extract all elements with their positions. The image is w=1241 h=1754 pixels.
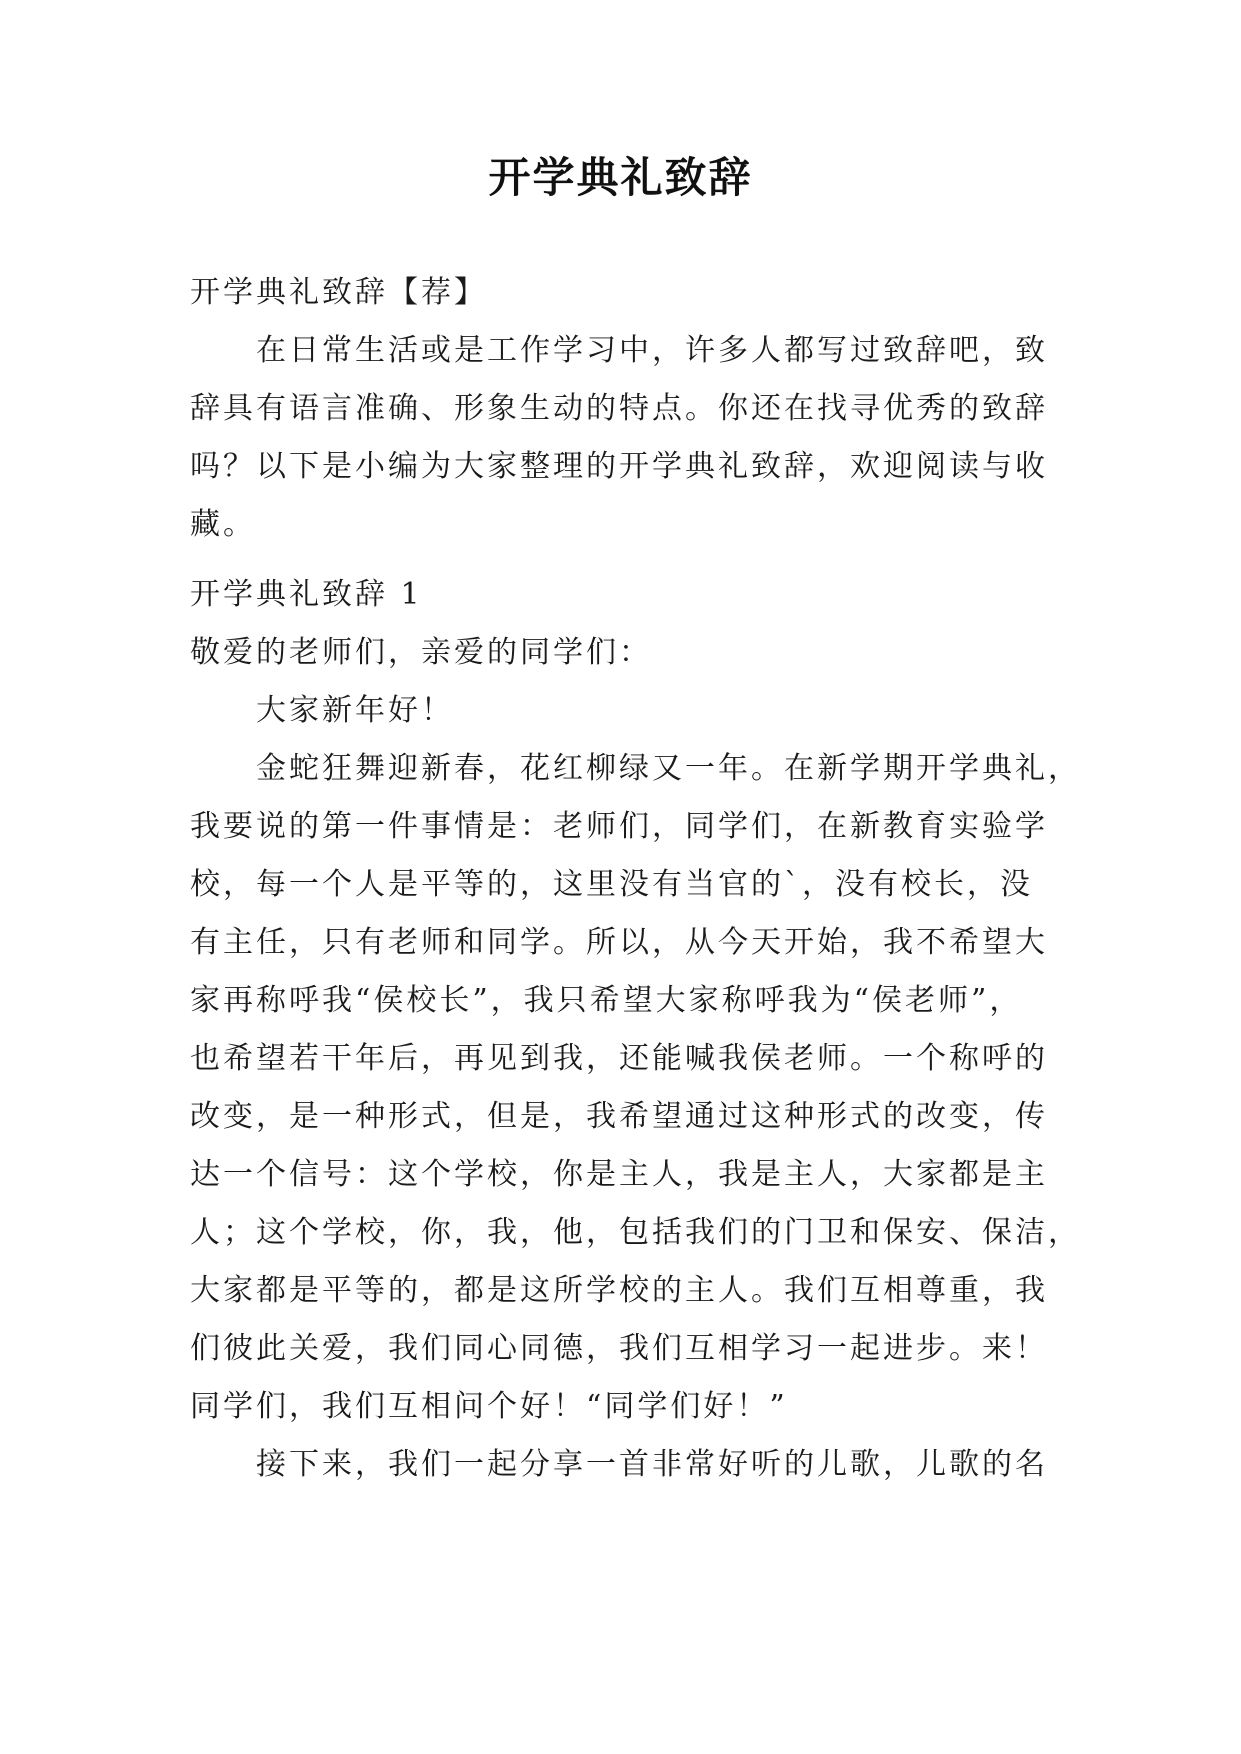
paragraph-line: 家再称呼我“侯校长”，我只希望大家称呼我为“侯老师”， — [190, 983, 1023, 1018]
paragraph-line: 有主任，只有老师和同学。所以，从今天开始，我不希望大 — [190, 925, 1048, 960]
paragraph-line: 同学们，我们互相问个好！“同学们好！” — [190, 1389, 788, 1424]
intro-line: 吗？以下是小编为大家整理的开学典礼致辞，欢迎阅读与收 — [190, 449, 1048, 484]
intro-block — [190, 264, 1050, 554]
paragraph-line: 金蛇狂舞迎新春，花红柳绿又一年。在新学期开学典礼， — [256, 751, 1081, 786]
section-heading: 开学典礼致辞 1 — [190, 577, 423, 612]
paragraph-line: 们彼此关爱，我们同心同德，我们互相学习一起进步。来！ — [190, 1331, 1048, 1366]
document-title: 开学典礼致辞 — [488, 153, 753, 202]
document-subtitle: 开学典礼致辞【荐】 — [190, 275, 487, 310]
paragraph-line: 接下来，我们一起分享一首非常好听的儿歌，儿歌的名 — [256, 1447, 1048, 1482]
intro-line: 辞具有语言准确、形象生动的特点。你还在找寻优秀的致辞 — [190, 391, 1048, 426]
paragraph-line: 大家都是平等的，都是这所学校的主人。我们互相尊重，我 — [190, 1273, 1048, 1308]
paragraph-line: 校，每一个人是平等的，这里没有当官的`，没有校长，没 — [190, 867, 1033, 902]
paragraph-line: 人；这个学校，你，我，他，包括我们的门卫和保安、保洁， — [190, 1215, 1081, 1250]
paragraph-line: 也希望若干年后，再见到我，还能喊我侯老师。一个称呼的 — [190, 1041, 1048, 1076]
paragraph-line: 我要说的第一件事情是：老师们，同学们，在新教育实验学 — [190, 809, 1048, 844]
paragraph-line: 达一个信号：这个学校，你是主人，我是主人，大家都是主 — [190, 1157, 1048, 1192]
paragraph-line: 改变，是一种形式，但是，我希望通过这种形式的改变，传 — [190, 1099, 1048, 1134]
intro-line: 在日常生活或是工作学习中，许多人都写过致辞吧，致 — [256, 333, 1048, 368]
intro-line: 藏。 — [190, 507, 256, 542]
greeting: 大家新年好！ — [256, 693, 454, 728]
section-1-block — [190, 566, 1081, 1494]
salutation: 敬爱的老师们，亲爱的同学们： — [190, 635, 652, 670]
